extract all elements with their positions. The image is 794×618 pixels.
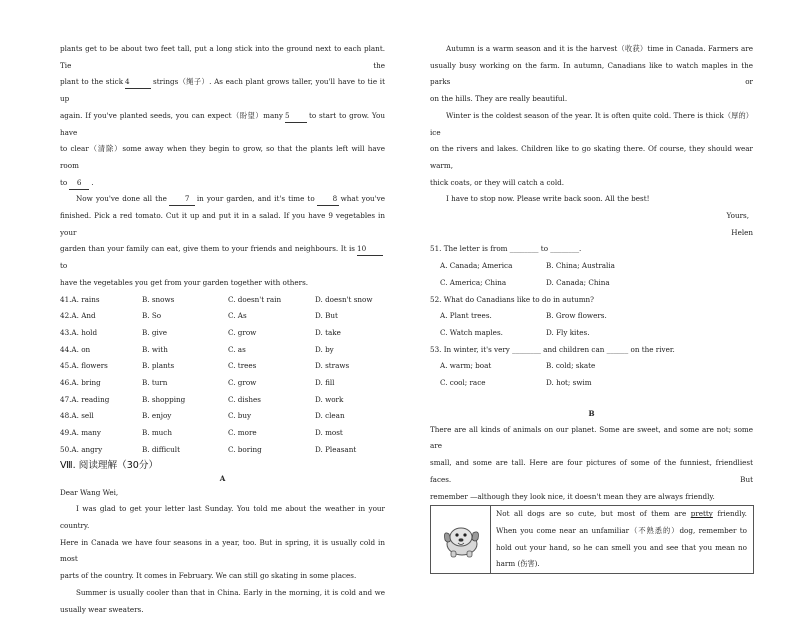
text-line: Now you've done all the 7 in your garden, and it's time to 8 what you've — [60, 191, 385, 208]
choice-row — [430, 308, 753, 325]
reading-questions — [430, 241, 753, 391]
blank-4: 4 — [125, 76, 151, 89]
option-choice: C. doesn't rain — [228, 292, 315, 309]
option-choice: C. buy — [228, 408, 315, 425]
text-line: plants get to be about two feet tall, put a long stick into the ground next to each plant. Tie the — [60, 41, 385, 74]
question-stem: 51. The letter is from ________ to ________. — [430, 241, 753, 258]
text-line: on the rivers and lakes. Children like to go skating there. Of course, they should wear warm, — [430, 141, 753, 174]
option-choice: B. give — [142, 325, 228, 342]
text-line: small, and some are tall. Here are four pictures of some of the funniest, friendliest faces. But — [430, 455, 753, 488]
choice-row — [430, 325, 753, 342]
answer-choice: B. Grow flowers. — [546, 308, 652, 325]
option-choice: C. boring — [228, 442, 315, 459]
text-line: finished. Pick a red tomato. Cut it up and put it in a salad. If you have 9 vegetables in your — [60, 208, 385, 241]
option-choice: C. As — [228, 308, 315, 325]
option-choice: C. dishes — [228, 392, 315, 409]
text-line: plant to the stick 4 strings（绳子）. As each plant grows taller, you'll have to tie it up — [60, 74, 385, 107]
dog-picture — [431, 506, 491, 573]
option-choice: C. grow — [228, 325, 315, 342]
blank-8: 8 — [317, 193, 339, 206]
option-choice: 50.A. angry — [60, 442, 142, 459]
blank-10: 10 — [357, 243, 383, 256]
answer-choice: C. America; China — [440, 275, 546, 292]
dog-icon — [439, 520, 483, 560]
option-choice: D. clean — [315, 408, 345, 425]
option-row — [60, 392, 385, 409]
option-row — [60, 425, 385, 442]
answer-choice: A. warm; boat — [440, 358, 546, 375]
option-row — [60, 358, 385, 375]
option-choice: B. with — [142, 342, 228, 359]
text-line: There are all kinds of animals on our planet. Some are sweet, and some are not; some are — [430, 422, 753, 455]
passage-label: A — [60, 473, 385, 485]
section-title: Ⅷ. 阅读理解（30分） — [60, 459, 385, 473]
option-row — [60, 308, 385, 325]
option-choice: 43.A. hold — [60, 325, 142, 342]
right-column — [430, 41, 753, 574]
option-choice: D. most — [315, 425, 343, 442]
option-choice: D. straws — [315, 358, 349, 375]
passage-label: B — [430, 406, 753, 422]
text-line: usually wear sweaters. — [60, 602, 385, 618]
text-line: When you come near an unfamiliar（不熟悉的）dog, remember to — [496, 523, 747, 540]
choice-row — [430, 375, 753, 392]
answer-choice: B. cold; skate — [546, 358, 652, 375]
text-line: garden than your family can eat, give them to your friends and neighbours. It is 10to — [60, 241, 385, 274]
option-row — [60, 442, 385, 459]
underlined-word: pretty — [691, 509, 713, 518]
option-choice: B. turn — [142, 375, 228, 392]
option-choice: C. more — [228, 425, 315, 442]
blank-5: 5 — [285, 110, 307, 123]
text-line: remember —although they look nice, it doesn't mean they are always friendly. — [430, 489, 753, 506]
option-choice: 45.A. flowers — [60, 358, 142, 375]
text-line: Autumn is a warm season and it is the harvest（收获）time in Canada. Farmers are — [430, 41, 753, 58]
option-choice: D. doesn't snow — [315, 292, 373, 309]
text-line: on the hills. They are really beautiful. — [430, 91, 753, 108]
choice-row — [430, 275, 753, 292]
answer-choice: A. Canada; America — [440, 258, 546, 275]
option-choice: 44.A. on — [60, 342, 142, 359]
text-line: thick coats, or they will catch a cold. — [430, 175, 753, 192]
text-line: again. If you've planted seeds, you can expect（盼望）many 5 to start to grow. You have — [60, 108, 385, 141]
option-choice: 48.A. sell — [60, 408, 142, 425]
option-choice: C. grow — [228, 375, 315, 392]
text-line: I have to stop now. Please write back soon. All the best! — [430, 191, 753, 208]
blank-6: 6 — [69, 177, 89, 190]
text-line: usually busy working on the farm. In autumn, Canadians like to watch maples in the parks or — [430, 58, 753, 91]
option-choice: B. plants — [142, 358, 228, 375]
text-line: to clear（清除）some away when they begin to grow, so that the plants left will have room — [60, 141, 385, 174]
text-line: Here in Canada we have four seasons in a year, too. But in spring, it is usually cold in most — [60, 535, 385, 568]
choice-row — [430, 358, 753, 375]
question-stem: 53. In winter, it's very ________ and children can ______ on the river. — [430, 342, 753, 359]
option-choice: D. take — [315, 325, 341, 342]
option-choice: D. fill — [315, 375, 334, 392]
text-line: Winter is the coldest season of the year. It is often quite cold. There is thick（厚的）ice — [430, 108, 753, 141]
option-choice: B. much — [142, 425, 228, 442]
letter-signature: Helen — [430, 225, 753, 242]
option-choice: C. as — [228, 342, 315, 359]
text-line: I was glad to get your letter last Sunday. You told me about the weather in your country. — [60, 501, 385, 534]
text-line: harm (伤害). — [496, 556, 747, 573]
option-choice: B. shopping — [142, 392, 228, 409]
option-row — [60, 325, 385, 342]
text-line: to 6 . — [60, 175, 385, 192]
text-line: hold out your hand, so he can smell you and see that you mean no — [496, 540, 747, 557]
text-line: Not all dogs are so cute, but most of them are pretty friendly. — [496, 506, 747, 523]
option-choice: 47.A. reading — [60, 392, 142, 409]
answer-choice: C. Watch maples. — [440, 325, 546, 342]
option-choice: D. by — [315, 342, 334, 359]
text-line: parts of the country. It comes in February. We can still go skating in some places. — [60, 568, 385, 585]
dog-note-box — [430, 505, 754, 574]
option-choice: 49.A. many — [60, 425, 142, 442]
note-text — [491, 506, 753, 573]
answer-choice: D. Canada; China — [546, 275, 652, 292]
option-row — [60, 342, 385, 359]
answer-choice: D. hot; swim — [546, 375, 652, 392]
option-choice: D. Pleasant — [315, 442, 356, 459]
option-choice: 46.A. bring — [60, 375, 142, 392]
option-choice: D. work — [315, 392, 343, 409]
text-line: Summer is usually cooler than that in China. Early in the morning, it is cold and we — [60, 585, 385, 602]
answer-choice: C. cool; race — [440, 375, 546, 392]
option-choice: B. So — [142, 308, 228, 325]
option-choice: C. trees — [228, 358, 315, 375]
option-row — [60, 292, 385, 309]
left-column — [60, 41, 385, 618]
answer-choice: D. Fly kites. — [546, 325, 652, 342]
text-line: have the vegetables you get from your garden together with others. — [60, 275, 385, 292]
option-choice: B. difficult — [142, 442, 228, 459]
answer-choice: B. China; Australia — [546, 258, 652, 275]
cloze-passage — [60, 41, 385, 292]
option-choice: 41.A. rains — [60, 292, 142, 309]
answer-choice: A. Plant trees. — [440, 308, 546, 325]
option-choice: 42.A. And — [60, 308, 142, 325]
question-stem: 52. What do Canadians like to do in autumn? — [430, 292, 753, 309]
letter-closing: Yours, — [430, 208, 753, 225]
option-row — [60, 375, 385, 392]
option-choice: B. enjoy — [142, 408, 228, 425]
blank-7: 7 — [169, 193, 195, 206]
option-row — [60, 408, 385, 425]
letter-greeting: Dear Wang Wei, — [60, 485, 385, 502]
option-choice: B. snows — [142, 292, 228, 309]
choice-row — [430, 258, 753, 275]
cloze-options — [60, 292, 385, 459]
option-choice: D. But — [315, 308, 338, 325]
